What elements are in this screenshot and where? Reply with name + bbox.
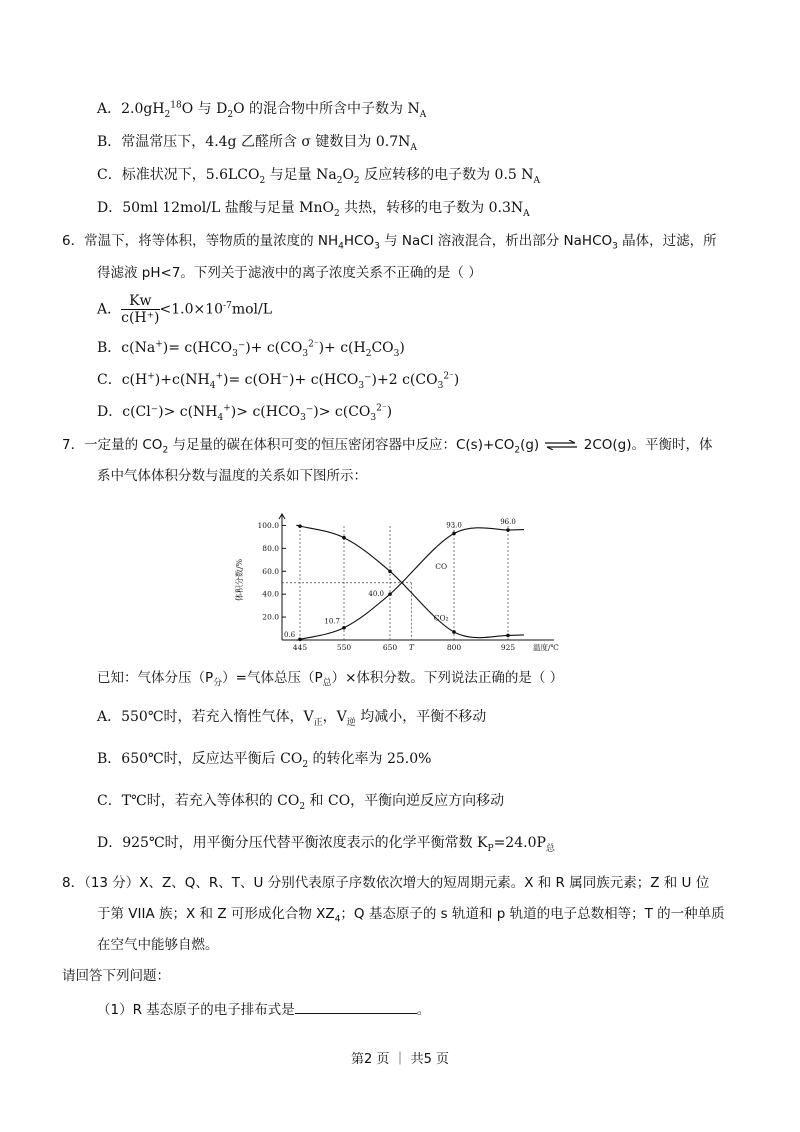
data-point-co bbox=[298, 638, 302, 642]
y-tick-label: 80.0 bbox=[262, 543, 279, 553]
x-tick-label: 650 bbox=[382, 643, 398, 652]
q5-option-c: C．标准状况下，$5.6LCO_2$ 与足量 $Na_2O_2$ 反应转移的电子数为 0.5 $N_A$ bbox=[97, 167, 541, 186]
y-tick-label: 20.0 bbox=[262, 612, 279, 622]
data-point-co2 bbox=[388, 569, 392, 573]
q8-stem-line3: 在空气中能够自燃。 bbox=[97, 937, 219, 953]
q7-stem-line1: 7．一定量的 $CO_2$ 与足量的碳在体积可变的恒压密闭容器中反应：$C(s)+CO_2(g)$ 2CO(g)。平衡时，体 bbox=[62, 437, 713, 456]
y-tick-label: 60.0 bbox=[262, 566, 279, 576]
data-point-co2 bbox=[342, 536, 346, 540]
data-point-co2 bbox=[298, 524, 302, 528]
q6-option-d: D．$c(Cl^-)> c(NH_4^+)> c(HCO_3^-)> c(CO_3^{2^-})$ bbox=[97, 403, 393, 423]
q6-option-b: B．$c(Na^+)= c(HCO_3^-)+ c(CO_3^{2^-})+ c(H_2CO_3)$ bbox=[97, 339, 405, 359]
q7-option-b: B．650℃时，反应达平衡后 $CO_2$ 的转化率为 25.0% bbox=[97, 751, 432, 770]
data-label: 40.0 bbox=[368, 590, 384, 599]
q8-ask: 请回答下列问题： bbox=[62, 968, 170, 984]
series-label-co2: CO₂ bbox=[433, 613, 449, 623]
data-point-co2 bbox=[506, 634, 510, 638]
q5-option-b: B．常温常压下，4.4g 乙醛所含 σ 键数目为 $0.7N_A$ bbox=[97, 134, 417, 153]
x-tick-label: T bbox=[408, 643, 414, 652]
x-tick-label: 445 bbox=[292, 643, 308, 652]
q7-stem-line2: 系中气体体积分数与温度的关系如下图所示： bbox=[97, 468, 367, 484]
data-point-co2 bbox=[452, 630, 456, 634]
answer-blank[interactable] bbox=[295, 999, 417, 1014]
data-point-co bbox=[506, 528, 510, 532]
q8-sub1: （1）R 基态原子的电子排布式是 。 bbox=[97, 999, 430, 1019]
q6-option-c: C．$c(H^+)+c(NH_4^+)= c(OH^-)+ c(HCO_3^-)+2$ $c(CO_3^{2^-})$ bbox=[97, 371, 460, 391]
data-point-co bbox=[342, 626, 346, 630]
data-label: 93.0 bbox=[446, 521, 462, 530]
x-tick-label: 800 bbox=[446, 643, 462, 652]
q5-option-d: D．50ml 12mol/L 盐酸与足量 MnO$_2$ 共热，转移的电子数为 $0.3N_A$ bbox=[97, 200, 530, 219]
q8-stem-line1: 8．（13 分）X、Z、Q、R、T、U 分别代表原子序数依次增大的短周期元素。X 和 R 属同族元素；Z 和 U 位 bbox=[62, 875, 710, 891]
q7-known: 已知：气体分压$(P_分)=$气体总压$(P_总)\times$体积分数。下列说法正确的是（ ） bbox=[97, 670, 564, 689]
q8-stem-line2: 于第 VIIA 族；X 和 Z 可形成化合物 $XZ_4$；Q 基态原子的 s 轨道和 p 轨道的电子总数相等；T 的一种单质 bbox=[97, 906, 725, 925]
q7-option-c: C．T℃时，若充入等体积的 $CO_2$ 和 CO，平衡向逆反应方向移动 bbox=[97, 793, 505, 812]
y-tick-label: 40.0 bbox=[262, 589, 279, 599]
y-axis-label: 体积分数/% bbox=[235, 558, 244, 602]
data-point-co bbox=[452, 532, 456, 536]
data-label: 0.6 bbox=[284, 631, 296, 639]
series-label-co: CO bbox=[435, 561, 448, 571]
data-point-co bbox=[388, 592, 392, 596]
data-label: 96.0 bbox=[500, 518, 516, 527]
y-tick-label: 100.0 bbox=[257, 520, 279, 530]
page-footer: 第2 页 ｜ 共5 页 bbox=[350, 1052, 450, 1067]
x-axis-label: 温度/℃ bbox=[533, 643, 559, 652]
equilibrium-arrow-icon bbox=[543, 440, 579, 450]
q6-stem-line2: 得滤液 pH<7。下列关于滤液中的离子浓度关系不正确的是（ ） bbox=[97, 265, 482, 281]
kw-fraction: $\frac{Kw}{c(H^+)}$ bbox=[121, 293, 160, 326]
q7-option-d: D．925℃时，用平衡分压代替平衡浓度表示的化学平衡常数 $K_P=24.0P_总$ bbox=[97, 835, 555, 854]
volume-fraction-chart bbox=[232, 508, 562, 660]
x-tick-label: 925 bbox=[500, 643, 516, 652]
data-label: 10.7 bbox=[324, 617, 340, 626]
q5-option-a: A．$2.0gH_2^{18}O$ 与 $D_2O$ 的混合物中所含中子数为 $N_A$ bbox=[97, 100, 427, 120]
q6-stem-line1: 6．常温下，将等体积，等物质的量浓度的 $NH_4HCO_3$ 与 NaCl 溶液混合，析出部分 NaHCO$_3$ 晶体，过滤，所 bbox=[62, 233, 717, 252]
x-tick-label: 550 bbox=[336, 643, 352, 652]
q7-option-a: A．550℃时，若充入惰性气体，$V_正$，$V_逆$ 均减小，平衡不移动 bbox=[97, 709, 487, 728]
q6-option-a: A． $\frac{Kw}{c(H^+)}$ $<1.0\times 10^{-7}mol/L$ bbox=[97, 293, 273, 326]
